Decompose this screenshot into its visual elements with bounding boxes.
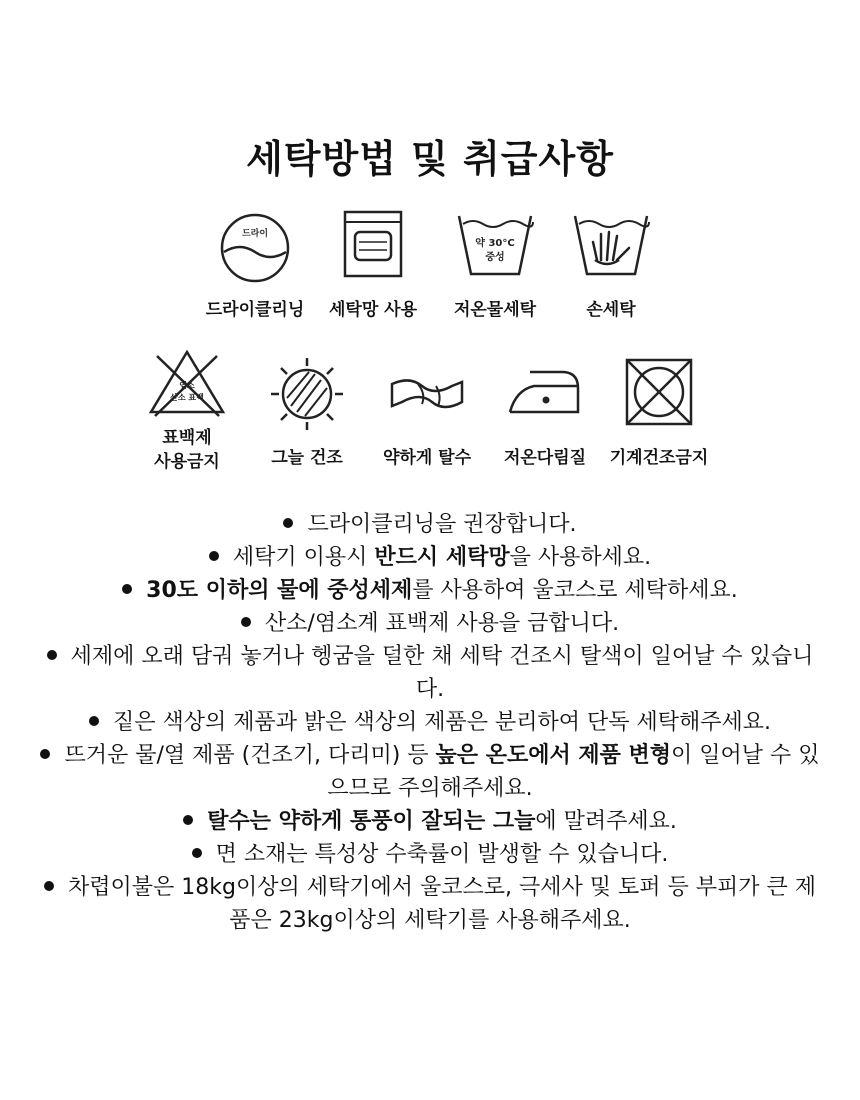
note-text: 을 사용하세요. [509, 545, 652, 570]
bullet-icon [44, 881, 54, 891]
care-note [40, 574, 820, 607]
care-note [40, 508, 820, 541]
note-text: 에 말려주세요. [535, 809, 677, 834]
bullet-icon [283, 518, 293, 528]
care-note [40, 640, 820, 706]
low-temp-wash-label: 저온물세탁 [453, 300, 537, 320]
no-machine-dry-symbol [584, 354, 734, 470]
care-note [40, 739, 820, 805]
bullet-icon [47, 650, 57, 660]
twisted-cloth-icon [382, 354, 472, 434]
bullet-icon [89, 716, 99, 726]
wash-temp-mark: 약 30°C [475, 238, 515, 249]
note-text: 드라이클리닝을 권장합니다. [307, 512, 577, 537]
hand-wash-symbol [536, 208, 686, 322]
no-bleach-icon [147, 348, 227, 420]
bullet-icon [122, 584, 132, 594]
emphasis-text: 탈수는 약하게 통풍이 잘되는 그늘 [207, 809, 536, 834]
hand-wash-label: 손세탁 [586, 300, 636, 320]
note-text: 산소/염소계 표백제 사용을 금합니다. [264, 611, 620, 636]
dry-clean-icon [215, 208, 295, 288]
shade-dry-icon [267, 354, 347, 434]
dry-clean-label: 드라이클리닝 [205, 300, 305, 320]
care-note [40, 838, 820, 871]
note-text: 를 사용하여 울코스로 세탁하세요. [412, 578, 738, 603]
bullet-icon [192, 848, 202, 858]
bullet-icon [183, 815, 193, 825]
care-note [40, 607, 820, 640]
note-text: 짙은 색상의 제품과 밝은 색상의 제품은 분리하여 단독 세탁해주세요. [113, 710, 771, 735]
no-machine-dry-label: 기계건조금지 [609, 448, 709, 468]
dry-clean-mark: 드라이 [241, 229, 269, 239]
wash-neutral-mark: 중성 [485, 252, 505, 263]
hand-wash-icon [571, 208, 651, 288]
shade-dry-label: 그늘 건조 [271, 448, 343, 468]
care-note [40, 871, 820, 937]
laundry-net-icon [333, 208, 413, 288]
note-text: 뜨거운 물/열 제품 (건조기, 다리미) 등 [64, 743, 436, 768]
care-instructions-list [40, 508, 820, 937]
bullet-icon [209, 551, 219, 561]
emphasis-text: 반드시 세탁망 [374, 545, 510, 570]
no-tumble-dry-icon [619, 354, 699, 434]
care-note [40, 706, 820, 739]
no-bleach-label: 표백제 사용금지 [154, 428, 220, 472]
care-note [40, 541, 820, 574]
emphasis-text: 30도 이하의 물에 중성세제 [146, 578, 413, 603]
note-text: 이 일어날 수 있으므로 주의해주세요. [327, 743, 820, 801]
emphasis-text: 높은 온도에서 제품 변형 [435, 743, 672, 768]
note-text: 세제에 오래 담궈 놓거나 헹굼을 덜한 채 세탁 건조시 탈색이 일어날 수 있습니다. [70, 644, 814, 702]
bullet-icon [40, 749, 50, 759]
bleach-oxygen-mark: 산소 표백 [170, 393, 204, 402]
note-text: 세탁기 이용시 [232, 545, 375, 570]
iron-icon [500, 354, 590, 434]
care-note [40, 805, 820, 838]
gentle-spin-label: 약하게 탈수 [382, 448, 472, 468]
wash-tub-icon [455, 208, 535, 288]
bullet-icon [241, 617, 251, 627]
note-text: 차렵이불은 18kg이상의 세탁기에서 울코스로, 극세사 및 토퍼 등 부피가 큰 제품은 23kg이상의 세탁기를 사용해주세요. [68, 875, 816, 933]
note-text: 면 소재는 특성상 수축률이 발생할 수 있습니다. [215, 842, 669, 867]
page-title: 세탁방법 및 취급사항 [246, 137, 614, 181]
bleach-chlorine-mark: 염소 [179, 381, 195, 390]
low-iron-label: 저온다림질 [503, 448, 587, 468]
laundry-net-label: 세탁망 사용 [328, 300, 418, 320]
